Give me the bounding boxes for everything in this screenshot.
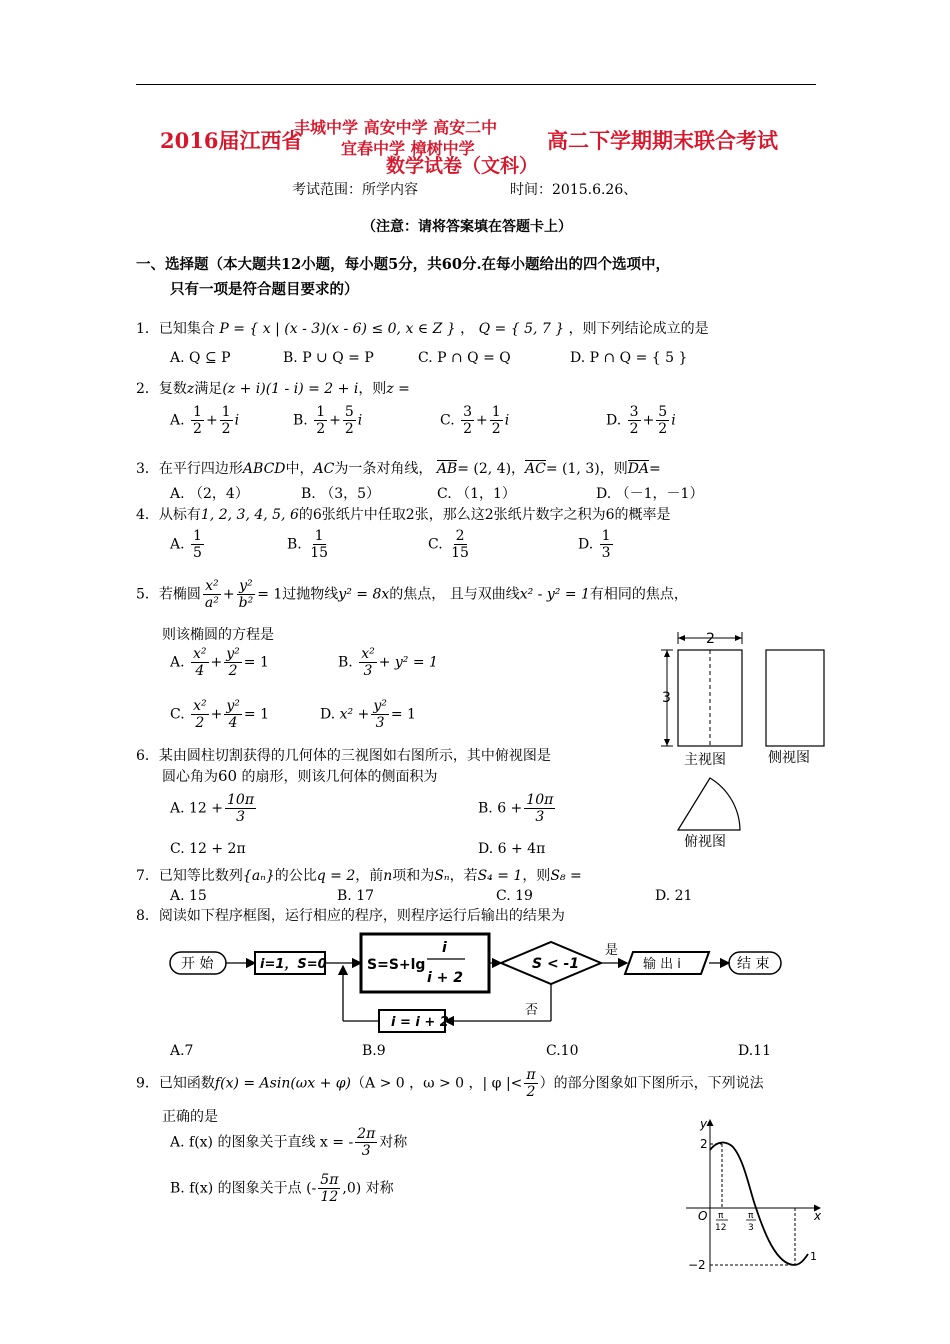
dim-width-label: 2 bbox=[706, 631, 715, 647]
notice: （注意：请将答案填在答题卡上） bbox=[362, 219, 572, 235]
q4-option-c[interactable] bbox=[428, 528, 473, 561]
q6-stem-line2b: 的扇形，则该几何体的侧面积为 bbox=[241, 769, 438, 785]
front-view-label: 主视图 bbox=[684, 752, 726, 768]
title-schools-top: 丰城中学 高安中学 高安二中 bbox=[294, 118, 498, 137]
graph-origin: O bbox=[698, 1209, 708, 1223]
q6-b-den: 3 bbox=[535, 809, 545, 826]
q2-c-frac1 bbox=[461, 404, 474, 437]
flow-update-den: i + 2 bbox=[427, 970, 464, 986]
q4-nums: 1, 2, 3, 4, 5, 6 bbox=[200, 507, 299, 523]
graph-tick2-den: 3 bbox=[748, 1223, 754, 1233]
q4-option-a[interactable] bbox=[170, 528, 206, 561]
q3-option-b[interactable]: B. （3，5） bbox=[301, 486, 381, 502]
q4-option-b[interactable] bbox=[287, 528, 332, 561]
q9-pi-den: 2 bbox=[526, 1084, 536, 1101]
q9-a-frac bbox=[355, 1126, 377, 1159]
side-view bbox=[766, 650, 824, 746]
q9-b-frac bbox=[318, 1172, 340, 1205]
q6-a-num: 10π bbox=[227, 792, 255, 808]
q9-cond: （A > 0 ，ω > 0 ，| φ |< bbox=[351, 1075, 523, 1092]
q5-parab: y² = 8x bbox=[338, 586, 390, 603]
q3-option-d[interactable]: D. （－1，－1） bbox=[596, 486, 704, 502]
q4-b-frac bbox=[308, 528, 330, 561]
q3-stem: 3．在平行四边形ABCD中，AC为一条对角线， AB= (2, 4)，AC= (1, 3)，则DA= bbox=[136, 461, 661, 477]
side-view-label: 侧视图 bbox=[768, 750, 810, 766]
q4-c-frac bbox=[449, 528, 471, 561]
q5-c-d1: 2 bbox=[195, 715, 205, 732]
q9-a-num: 2π bbox=[357, 1126, 376, 1142]
q4-d-frac bbox=[600, 528, 613, 561]
q4-d-label: D. bbox=[578, 536, 594, 553]
q4-stem-b: 的6张纸片中任取2张，那么这2张纸片数字之积为6的概率是 bbox=[298, 507, 671, 523]
q8-option-b[interactable]: B.9 bbox=[362, 1043, 386, 1059]
q2-b-frac1 bbox=[314, 404, 327, 437]
q2-a-d2: 2 bbox=[221, 421, 231, 438]
q2-a-d1: 2 bbox=[193, 421, 202, 438]
flow-yes-label: 是 bbox=[605, 943, 619, 958]
q5-a-eq: = 1 bbox=[243, 654, 269, 671]
q2-d-d1: 2 bbox=[629, 421, 639, 438]
q6-option-d[interactable]: D. 6 + 4π bbox=[478, 841, 546, 857]
q2-eq: (z + i)(1 - i) = 2 + i bbox=[222, 381, 359, 397]
q5-frac-x bbox=[203, 578, 221, 611]
flow-increment-label: i = i + 2 bbox=[391, 1015, 449, 1030]
graph-max-label: 2 bbox=[700, 1137, 708, 1151]
q5-stem-line2: 则该椭圆的方程是 bbox=[162, 627, 274, 643]
q6-option-a[interactable] bbox=[170, 792, 258, 825]
flow-decision-label: S < -1 bbox=[532, 956, 580, 972]
q9-b-den: 12 bbox=[320, 1189, 339, 1206]
q5-frac-y bbox=[237, 578, 256, 611]
exam-scope: 考试范围：所学内容 bbox=[292, 182, 418, 198]
q7-stem-a: 7．已知等比数列 bbox=[136, 868, 243, 884]
q7-n: n bbox=[383, 868, 393, 884]
q5-a-label: A. bbox=[170, 654, 185, 671]
q2-stem-b: 满足 bbox=[194, 381, 223, 397]
title-schools-bottom: 宜春中学 樟树中学 bbox=[341, 139, 475, 158]
q8-stem: 8．阅读如下程序框图，运行相应的程序，则程序运行后输出的结果为 bbox=[136, 908, 565, 924]
q5-a-plus: + bbox=[210, 654, 223, 671]
q6-a-frac bbox=[225, 792, 256, 825]
q2-a-label: A. bbox=[170, 412, 185, 429]
q5-c-plus: + bbox=[210, 706, 223, 723]
q7-sn: Sₙ bbox=[434, 868, 450, 884]
q1-stem-a: 1．已知集合 bbox=[136, 321, 215, 337]
q2-c-n1: 3 bbox=[463, 404, 473, 420]
q4-d-d: 3 bbox=[601, 545, 611, 562]
q9-b-tail: ,0) 对称 bbox=[342, 1180, 394, 1197]
q2-eq2: z = bbox=[386, 381, 410, 397]
q5-b-rest: + y² = 1 bbox=[378, 654, 438, 671]
q1-set-p: P = { x | (x - 3)(x - 6) ≤ 0, x ∈ Z } bbox=[219, 321, 456, 337]
flow-update-label: S=S+lg bbox=[367, 957, 426, 973]
q5-d-y2: y² bbox=[373, 698, 387, 714]
q2-stem bbox=[136, 378, 410, 398]
q5-c-x2: x² bbox=[193, 698, 207, 714]
top-view-sector bbox=[678, 778, 740, 830]
q7-option-d[interactable]: D. 21 bbox=[655, 888, 693, 904]
q3-stem-a: 3．在平行四边形 bbox=[136, 461, 243, 477]
q9-b-lead: B. f(x) 的图象关于点 (- bbox=[170, 1180, 317, 1197]
sine-graph bbox=[680, 1112, 830, 1278]
q5-c-label: C. bbox=[170, 706, 185, 723]
q7-stem-b: 的公比 bbox=[274, 868, 317, 884]
q2-c-frac2 bbox=[490, 404, 503, 437]
q4-a-frac bbox=[191, 528, 204, 561]
q6-a-den: 3 bbox=[236, 809, 245, 826]
q6-option-b[interactable] bbox=[478, 792, 557, 825]
q2-d-d2: 2 bbox=[658, 421, 668, 438]
q5-a-d1: 4 bbox=[195, 663, 205, 680]
q5-c-y2: y² bbox=[226, 698, 240, 714]
flow-init-label: i=1，S=0 bbox=[260, 957, 327, 972]
q7-stem bbox=[136, 865, 582, 885]
q5-d-frac2 bbox=[371, 698, 389, 731]
q2-d-i: i bbox=[671, 412, 676, 429]
q4-a-d: 5 bbox=[193, 545, 202, 562]
q9-pi-frac bbox=[524, 1067, 537, 1100]
q5-option-b[interactable] bbox=[338, 646, 438, 679]
q2-option-b[interactable]: B. $\frac{1}{2}$ + $\frac{5}{2}$ i bbox=[293, 404, 363, 438]
q2-b-frac2 bbox=[343, 404, 356, 437]
flow-update-num: i bbox=[442, 940, 447, 956]
q2-option-c[interactable]: C. $\frac{3}{2}$ + $\frac{1}{2}$ i bbox=[440, 404, 510, 438]
q5-stem: 5．若椭圆 $\frac{\text{x²}}{\text{a²}}$ + $\frac{\text{y²}}{\text{b²}}$ = 1过抛物线y² = 8x的焦点， 且与双曲线x² - y² = 1有相同的焦点， bbox=[136, 578, 688, 612]
q5-hyper: x² - y² = 1 bbox=[519, 586, 590, 603]
q2-c-d1: 2 bbox=[463, 421, 473, 438]
q2-c-label: C. bbox=[440, 412, 455, 429]
q5-d-lead: x² + bbox=[339, 706, 370, 723]
q2-d-n1: 3 bbox=[629, 404, 639, 420]
q5-a-y2: y² bbox=[226, 646, 240, 662]
flowchart bbox=[165, 930, 795, 1038]
q5-stem-d: 有相同的焦点， bbox=[589, 586, 688, 603]
q6-b-frac bbox=[524, 792, 555, 825]
q5-c-d2: 4 bbox=[228, 715, 238, 732]
q9-option-a[interactable] bbox=[170, 1126, 407, 1159]
q4-c-d: 15 bbox=[451, 545, 469, 562]
q5-stem-b: 过抛物线 bbox=[282, 586, 339, 603]
q9-func: f(x) = Asin(ωx + φ) bbox=[214, 1075, 352, 1092]
q6-b-num: 10π bbox=[526, 792, 554, 808]
q2-d-frac1 bbox=[628, 404, 641, 437]
q5-option-a[interactable] bbox=[170, 646, 269, 679]
q6-stem-line1: 6．某由圆柱切割获得的几何体的三视图如右图所示，其中俯视图是 bbox=[136, 748, 551, 764]
q1-stem-b: ， bbox=[460, 321, 475, 337]
graph-curve bbox=[710, 1143, 808, 1265]
q7-q: q = 2 bbox=[316, 868, 356, 884]
q2-option-a[interactable]: A. $\frac{1}{2}$ + $\frac{1}{2}$ i bbox=[170, 404, 240, 438]
q5-a-frac1 bbox=[191, 646, 209, 679]
q5-option-c[interactable] bbox=[170, 698, 269, 731]
q5-d-eq: = 1 bbox=[390, 706, 416, 723]
q2-d-label: D. bbox=[606, 412, 622, 429]
q7-s4: S₄ = 1 bbox=[477, 868, 523, 884]
q2-b-label: B. bbox=[293, 412, 308, 429]
q2-option-d[interactable]: D. $\frac{3}{2}$ + $\frac{5}{2}$ i bbox=[606, 404, 676, 438]
q9-stem-a: 9．已知函数 bbox=[136, 1075, 215, 1092]
q8-option-c[interactable]: C.10 bbox=[546, 1043, 579, 1059]
q3-option-a[interactable]: A. （2，4） bbox=[170, 486, 249, 502]
flow-output-label: 输 出 i bbox=[643, 957, 681, 972]
q7-stem-e: ，若 bbox=[449, 868, 478, 884]
q5-b-d1: 3 bbox=[363, 663, 373, 680]
q3-stem-b: 中， bbox=[285, 461, 314, 477]
flow-end-label: 结 束 bbox=[737, 956, 770, 972]
top-rule bbox=[136, 84, 816, 85]
q3-eq: = bbox=[649, 461, 661, 477]
q5-b-frac1 bbox=[359, 646, 377, 679]
q5-a-d2: 2 bbox=[228, 663, 238, 680]
q6-option-c[interactable]: C. 12 + 2π bbox=[170, 841, 246, 857]
q7-s8: S₈ = bbox=[550, 868, 582, 884]
q6-b-lead: 6 + bbox=[497, 800, 523, 817]
q5-a-x2: x² bbox=[193, 646, 207, 662]
q5-a-frac2 bbox=[224, 646, 242, 679]
q2-d-n2: 5 bbox=[658, 404, 668, 420]
q7-stem-c: ，前 bbox=[355, 868, 384, 884]
q2-a-n2: 1 bbox=[221, 404, 231, 420]
q4-b-n: 1 bbox=[314, 528, 324, 544]
q3-stem-d: ，则 bbox=[599, 461, 628, 477]
q1-set-q: Q = { 5, 7 } bbox=[478, 321, 565, 337]
q2-c-n2: 1 bbox=[491, 404, 501, 420]
q2-stem-a: 2．复数 bbox=[136, 381, 187, 397]
q7-option-b[interactable]: B. 17 bbox=[337, 888, 375, 904]
q5-x2: x² bbox=[205, 578, 219, 594]
q7-stem-d: 项和为 bbox=[392, 868, 435, 884]
section-heading-line2: 只有一项是符合题目要求的） bbox=[170, 281, 359, 298]
q9-a-tail: 对称 bbox=[379, 1134, 408, 1151]
q2-c-i: i bbox=[504, 412, 510, 429]
q3-vec-ab-val: = (2, 4) bbox=[457, 461, 512, 477]
q1-stem bbox=[136, 318, 709, 338]
q4-a-n: 1 bbox=[193, 528, 202, 544]
q5-a2: a² bbox=[204, 595, 219, 612]
q5-stem-a: 5．若椭圆 bbox=[136, 586, 201, 603]
q9-a-lead: A. f(x) 的图象关于直线 x = - bbox=[170, 1134, 354, 1151]
title-left: 2016届江西省 bbox=[160, 128, 303, 153]
graph-tick1-num: π bbox=[718, 1211, 724, 1221]
q7-option-c[interactable]: C. 19 bbox=[496, 888, 533, 904]
q1-option-c[interactable]: C. P ∩ Q = Q bbox=[418, 350, 511, 366]
graph-min-label: −2 bbox=[688, 1258, 706, 1272]
q4-stem-a: 4．从标有 bbox=[136, 507, 201, 523]
q3-vec-ac-val: = (1, 3) bbox=[545, 461, 600, 477]
q2-b-n2: 5 bbox=[344, 404, 354, 420]
three-view-figure bbox=[650, 628, 840, 858]
q9-stem-line2: 正确的是 bbox=[162, 1109, 218, 1125]
q2-d-frac2 bbox=[656, 404, 669, 437]
exam-time: 时间：2015.6.26、 bbox=[510, 182, 638, 198]
q5-c-frac1 bbox=[191, 698, 209, 731]
q4-d-n: 1 bbox=[601, 528, 611, 544]
q8-option-a[interactable]: A.7 bbox=[170, 1043, 194, 1059]
graph-x-label: x bbox=[814, 1209, 822, 1223]
q1-option-a[interactable]: A. Q ⊆ P bbox=[170, 350, 231, 366]
q3-ac: AC bbox=[313, 461, 335, 477]
q4-option-d[interactable] bbox=[578, 528, 615, 561]
graph-end-label: 1 bbox=[810, 1250, 817, 1263]
q2-b-d2: 2 bbox=[344, 421, 354, 438]
q2-a-i: i bbox=[234, 412, 240, 429]
q3-vec-da: DA bbox=[627, 461, 650, 477]
q5-b-label: B. bbox=[338, 654, 353, 671]
flow-no-label: 否 bbox=[525, 1003, 539, 1018]
q1-option-d[interactable]: D. P ∩ Q = { 5 } bbox=[570, 350, 688, 366]
graph-y-label: y bbox=[700, 1117, 708, 1131]
q5-b2: b² bbox=[238, 595, 254, 612]
q4-c-n: 2 bbox=[455, 528, 465, 544]
q5-b-x2: x² bbox=[361, 646, 375, 662]
q2-a-frac1 bbox=[191, 404, 204, 437]
q6-a-lead: 12 + bbox=[189, 800, 224, 817]
q5-option-d[interactable] bbox=[320, 698, 416, 731]
q9-stem bbox=[136, 1067, 764, 1100]
q5-eq1: = 1 bbox=[257, 586, 283, 603]
q5-c-eq: = 1 bbox=[243, 706, 269, 723]
q7-stem-f: ，则 bbox=[522, 868, 551, 884]
q4-stem bbox=[136, 504, 671, 524]
title-right: 高二下学期期末联合考试 bbox=[547, 128, 778, 153]
q3-stem-c: 为一条对角线， bbox=[334, 461, 433, 477]
q4-b-d: 15 bbox=[310, 545, 329, 562]
q9-b-num: 5π bbox=[320, 1172, 339, 1188]
q6-angle: 60 bbox=[218, 767, 238, 785]
flow-start-label: 开 始 bbox=[181, 956, 214, 972]
q5-d-d2: 3 bbox=[375, 715, 385, 732]
q3-vec-ac: AC bbox=[525, 461, 546, 477]
q4-b-label: B. bbox=[287, 536, 302, 553]
q3-vec-ab: AB bbox=[436, 461, 458, 477]
dim-height-label: 3 bbox=[662, 690, 671, 706]
q8-option-d[interactable]: D.11 bbox=[738, 1043, 771, 1059]
q3-option-c[interactable]: C. （1，1） bbox=[437, 486, 516, 502]
q2-c-d2: 2 bbox=[491, 421, 501, 438]
q7-an: {aₙ} bbox=[242, 868, 275, 884]
q1-option-b[interactable]: B. P ∪ Q = P bbox=[283, 350, 374, 366]
q1-stem-c: ，则下列结论成立的是 bbox=[568, 321, 709, 337]
q3-abcd: ABCD bbox=[242, 461, 286, 477]
q2-a-frac2 bbox=[220, 404, 233, 437]
q6-stem-line2a: 圆心角为 bbox=[162, 769, 218, 785]
q2-z: z bbox=[186, 381, 195, 397]
q5-c-frac2 bbox=[224, 698, 242, 731]
q2-stem-c: ，则 bbox=[358, 381, 387, 397]
section-heading-line1: 一、选择题（本大题共12小题，每小题5分，共60分.在每小题给出的四个选项中， bbox=[136, 256, 670, 273]
graph-tick2-num: π bbox=[748, 1211, 754, 1221]
q6-b-label: B. bbox=[478, 800, 493, 817]
subtitle: 数学试卷（文科） bbox=[386, 155, 539, 177]
q6-stem-line2 bbox=[162, 766, 438, 786]
q9-pi-num: π bbox=[526, 1067, 536, 1083]
q4-a-label: A. bbox=[170, 536, 185, 553]
q2-a-n1: 1 bbox=[193, 404, 202, 420]
q2-b-i: i bbox=[357, 412, 363, 429]
q5-y2: y² bbox=[239, 578, 253, 594]
q2-b-n1: 1 bbox=[316, 404, 326, 420]
q9-option-b[interactable] bbox=[170, 1172, 394, 1205]
graph-tick1-den: 12 bbox=[715, 1223, 727, 1233]
top-view-label: 俯视图 bbox=[684, 834, 726, 850]
q9-stem-b: ）的部分图象如下图所示，下列说法 bbox=[539, 1075, 764, 1092]
q5-stem-c: 的焦点， 且与双曲线 bbox=[389, 586, 520, 603]
q4-c-label: C. bbox=[428, 536, 443, 553]
q6-a-label: A. bbox=[170, 800, 185, 817]
q7-option-a[interactable]: A. 15 bbox=[170, 888, 207, 904]
q2-b-d1: 2 bbox=[316, 421, 326, 438]
q5-d-label: D. bbox=[320, 706, 336, 723]
q9-a-den: 3 bbox=[361, 1143, 371, 1160]
